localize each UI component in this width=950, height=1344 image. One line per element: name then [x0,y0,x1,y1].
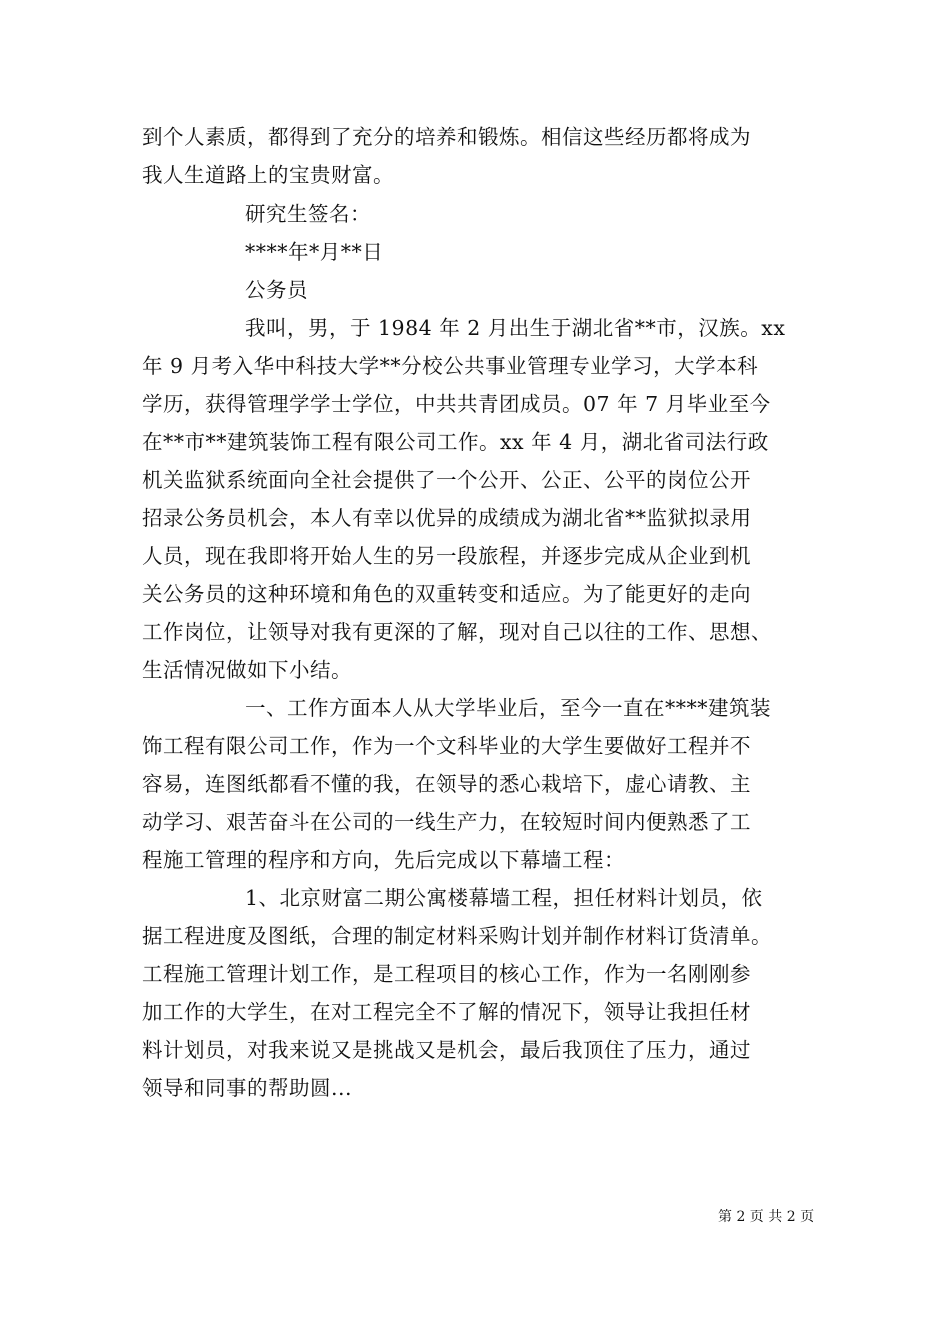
text-line: 动学习、艰苦奋斗在公司的一线生产力，在较短时间内便熟悉了工 [142,810,751,834]
text-line: 关公务员的这种环境和角色的双重转变和适应。为了能更好的走向 [142,582,751,606]
text-line: 工作岗位，让领导对我有更深的了解，现对自己以往的工作、思想、 [142,620,772,644]
text-line: 生活情况做如下小结。 [142,658,352,682]
text-line: 一、工作方面本人从大学毕业后，至今一直在****建筑装 [245,696,771,720]
text-line: 年 9 月考入华中科技大学**分校公共事业管理专业学习，大学本科 [142,354,759,378]
text-line: 饰工程有限公司工作，作为一个文科毕业的大学生要做好工程并不 [142,734,751,758]
text-line: 机关监狱系统面向全社会提供了一个公开、公正、公平的岗位公开 [142,468,751,492]
text-line: 容易，连图纸都看不懂的我，在领导的悉心栽培下，虚心请教、主 [142,772,751,796]
section-title: 公务员 [245,278,308,302]
text-line: 加工作的大学生，在对工程完全不了解的情况下，领导让我担任材 [142,1000,751,1024]
text-line: 1、北京财富二期公寓楼幕墙工程，担任材料计划员，依 [245,886,763,910]
text-line: 程施工管理的程序和方向，先后完成以下幕墙工程： [142,848,625,872]
text-line: 工程施工管理计划工作，是工程项目的核心工作，作为一名刚刚参 [142,962,751,986]
text-line: 到个人素质，都得到了充分的培养和锻炼。相信这些经历都将成为 [142,125,751,149]
signature-label: 研究生签名： [245,202,371,226]
signature-date: ****年*月**日 [245,240,384,264]
text-line: 我人生道路上的宝贵财富。 [142,163,394,187]
text-line: 料计划员，对我来说又是挑战又是机会，最后我顶住了压力，通过 [142,1038,751,1062]
text-line: 我叫，男，于 1984 年 2 月出生于湖北省**市，汉族。xx [245,316,786,340]
text-line: 人员，现在我即将开始人生的另一段旅程，并逐步完成从企业到机 [142,544,751,568]
text-line: 领导和同事的帮助圆... [142,1076,353,1100]
text-line: 在**市**建筑装饰工程有限公司工作。xx 年 4 月，湖北省司法行政 [142,430,769,454]
text-line: 据工程进度及图纸，合理的制定材料采购计划并制作材料订货清单。 [142,924,772,948]
page-number: 第 2 页 共 2 页 [718,1209,815,1225]
text-line: 学历，获得管理学学士学位，中共共青团成员。07 年 7 月毕业至今 [142,392,771,416]
text-line: 招录公务员机会，本人有幸以优异的成绩成为湖北省**监狱拟录用 [142,506,752,530]
